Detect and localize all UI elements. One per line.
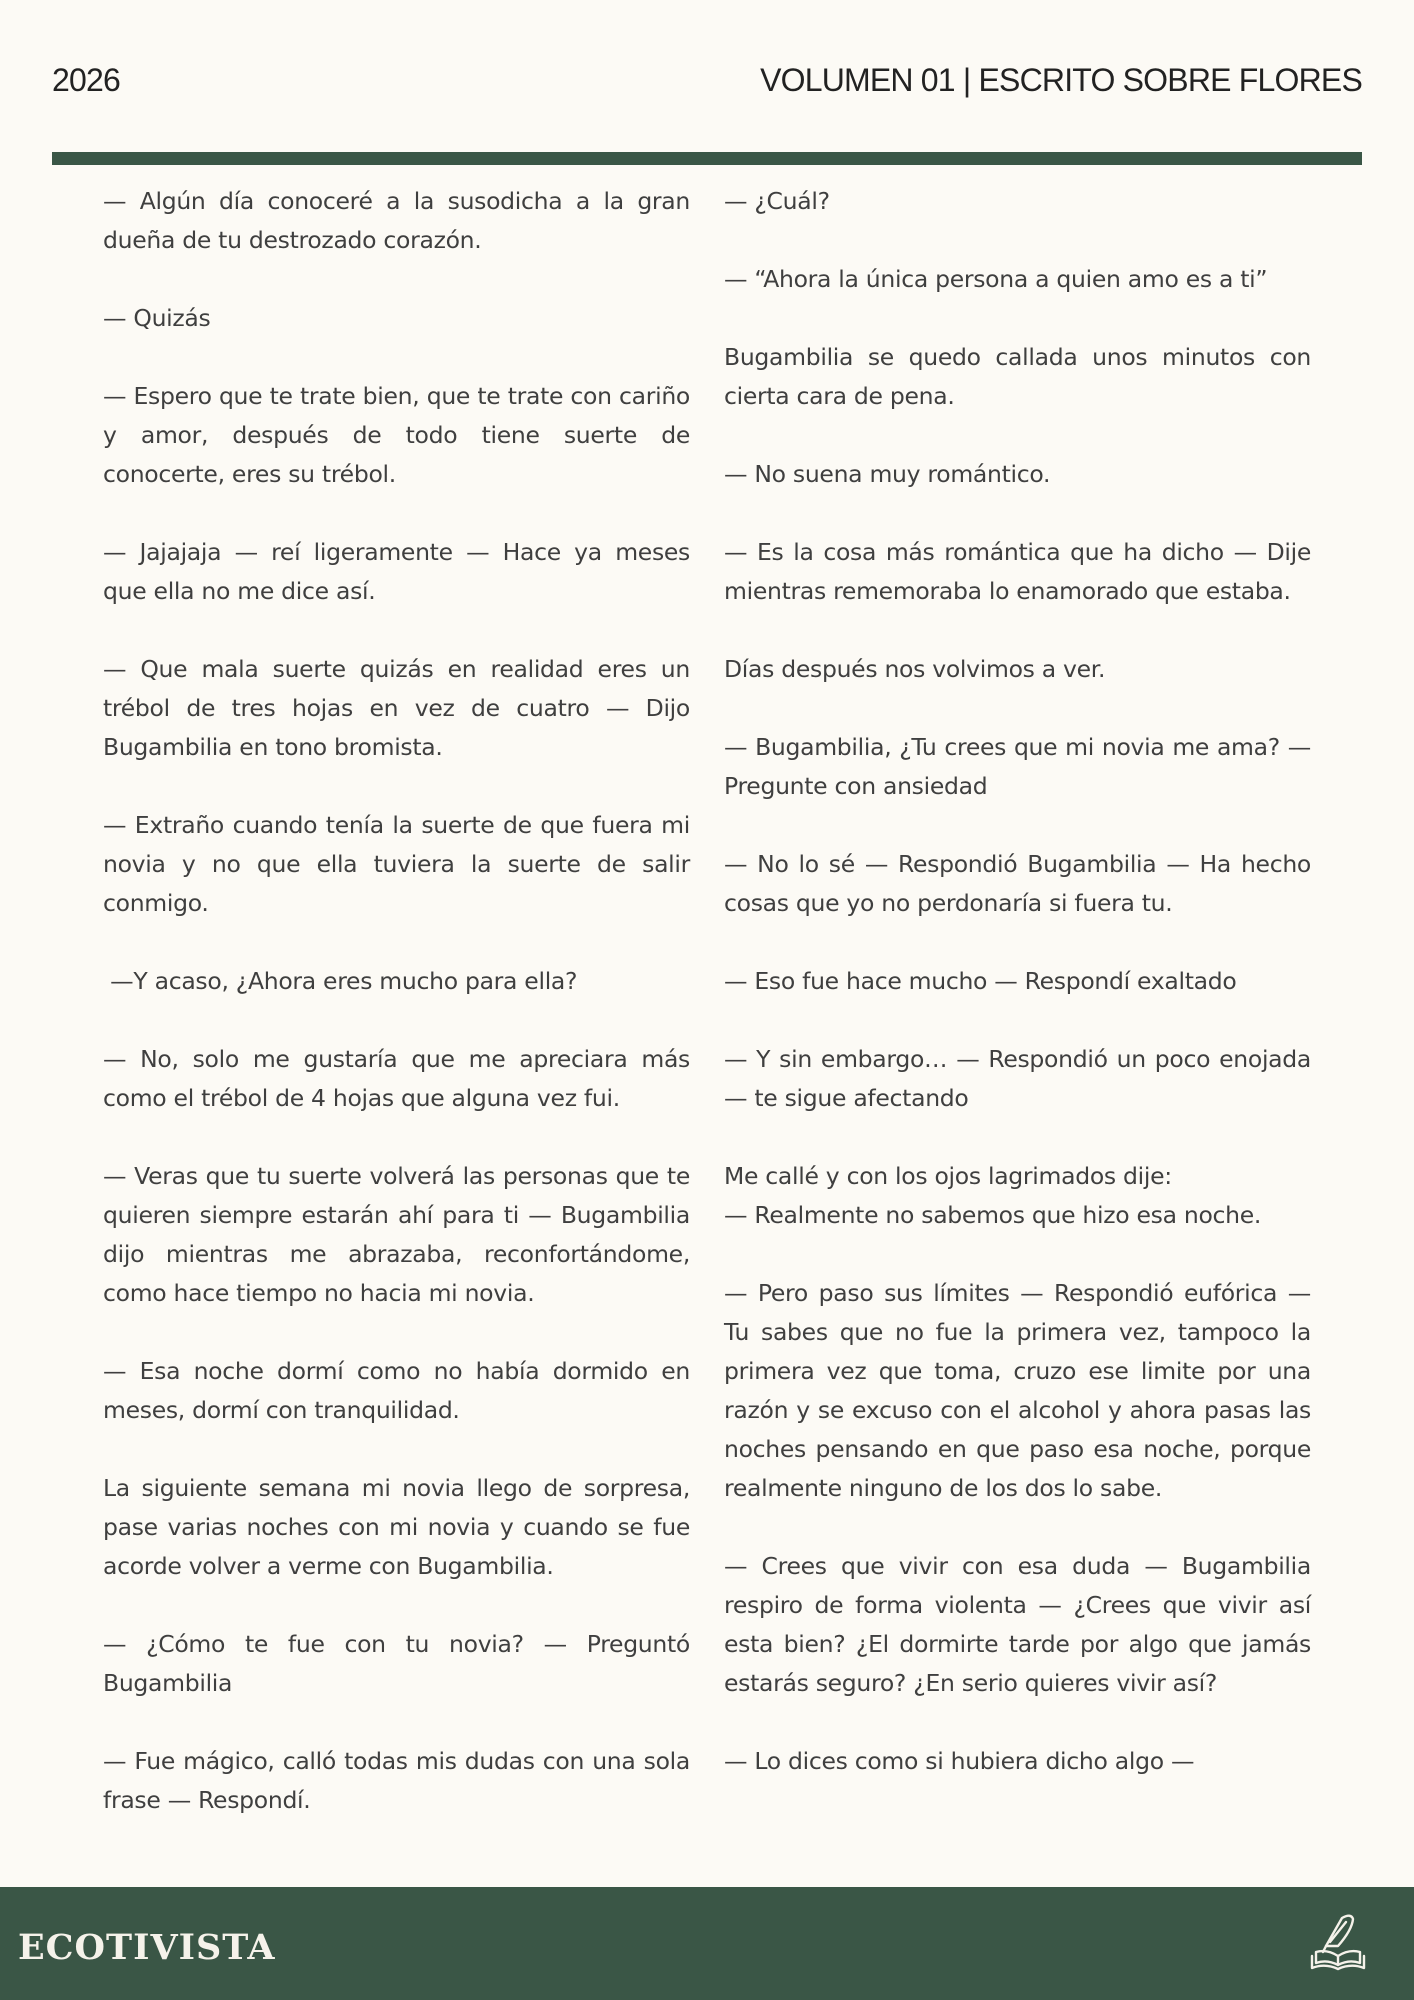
paragraph: — Quizás: [103, 304, 211, 332]
paragraph: — Veras que tu suerte volverá las personas que te quieren siempre estarán ahí para ti — Bugambilia dijo mientras me abrazaba, reconfortándome, como hace tiempo no hacia mi novia.: [103, 1162, 690, 1307]
book-quill-icon: [1308, 1912, 1368, 1974]
paragraph: Me callé y con los ojos lagrimados dije: — Realmente no sabemos que hizo esa noche.: [724, 1162, 1262, 1229]
paragraph: — Esa noche dormí como no había dormido en meses, dormí con tranquilidad.: [103, 1357, 690, 1424]
paragraph: — Algún día conoceré a la susodicha a la gran dueña de tu destrozado corazón.: [103, 187, 690, 254]
paragraph: — Bugambilia, ¿Tu crees que mi novia me ama? — Pregunte con ansiedad: [724, 733, 1311, 800]
paragraph: — No lo sé — Respondió Bugambilia — Ha hecho cosas que yo no perdonaría si fuera tu.: [724, 850, 1311, 917]
paragraph: — ¿Cuál?: [724, 187, 830, 215]
header-divider: [52, 152, 1362, 165]
volume-title: VOLUMEN 01 | ESCRITO SOBRE FLORES: [760, 62, 1362, 98]
paragraph: — Y sin embargo… — Respondió un poco enojada — te sigue afectando: [724, 1045, 1311, 1112]
paragraph: — Lo dices como si hubiera dicho algo —: [724, 1747, 1195, 1775]
paragraph: — Pero paso sus límites — Respondió eufórica — Tu sabes que no fue la primera vez, tampoco la primera vez que toma, cruzo ese limite por una razón y se excuso con el alcohol y ahora pasas las noches pensando en que paso esa noche, porque realmente ninguno de los dos lo sabe.: [724, 1279, 1311, 1502]
paragraph: — Que mala suerte quizás en realidad eres un trébol de tres hojas en vez de cuatro — Dijo Bugambilia en tono bromista.: [103, 655, 690, 761]
right-column: [724, 182, 1311, 1859]
paragraph: — Espero que te trate bien, que te trate con cariño y amor, después de todo tiene suerte de conocerte, eres su trébol.: [103, 382, 690, 488]
paragraph: — Jajajaja — reí ligeramente — Hace ya meses que ella no me dice así.: [103, 538, 690, 605]
page-footer: [0, 1887, 1414, 2000]
text-columns: [103, 182, 1311, 1859]
year-label: 2026: [52, 62, 120, 98]
paragraph: — Crees que vivir con esa duda — Bugambilia respiro de forma violenta — ¿Crees que vivir así esta bien? ¿El dormirte tarde por algo que jamás estarás seguro? ¿En serio quieres vivir así?: [724, 1552, 1311, 1697]
paragraph: — “Ahora la única persona a quien amo es a ti”: [724, 265, 1268, 293]
paragraph: — Eso fue hace mucho — Respondí exaltado: [724, 967, 1237, 995]
paragraph: — No, solo me gustaría que me apreciara más como el trébol de 4 hojas que alguna vez fui.: [103, 1045, 690, 1112]
paragraph: Días después nos volvimos a ver.: [724, 655, 1106, 683]
paragraph: — No suena muy romántico.: [724, 460, 1051, 488]
paragraph: Bugambilia se quedo callada unos minutos con cierta cara de pena.: [724, 343, 1311, 410]
brand-name: ECOTIVISTA: [18, 1927, 276, 1968]
paragraph: — Fue mágico, calló todas mis dudas con una sola frase — Respondí.: [103, 1747, 690, 1814]
left-column: [103, 182, 690, 1859]
page-header: [52, 62, 1362, 99]
paragraph: —Y acaso, ¿Ahora eres mucho para ella?: [103, 967, 578, 995]
paragraph: — ¿Cómo te fue con tu novia? — Preguntó Bugambilia: [103, 1630, 690, 1697]
paragraph: — Extraño cuando tenía la suerte de que fuera mi novia y no que ella tuviera la suerte de salir conmigo.: [103, 811, 690, 917]
paragraph: — Es la cosa más romántica que ha dicho — Dije mientras rememoraba lo enamorado que estaba.: [724, 538, 1311, 605]
paragraph: La siguiente semana mi novia llego de sorpresa, pase varias noches con mi novia y cuando se fue acorde volver a verme con Bugambilia.: [103, 1474, 690, 1580]
